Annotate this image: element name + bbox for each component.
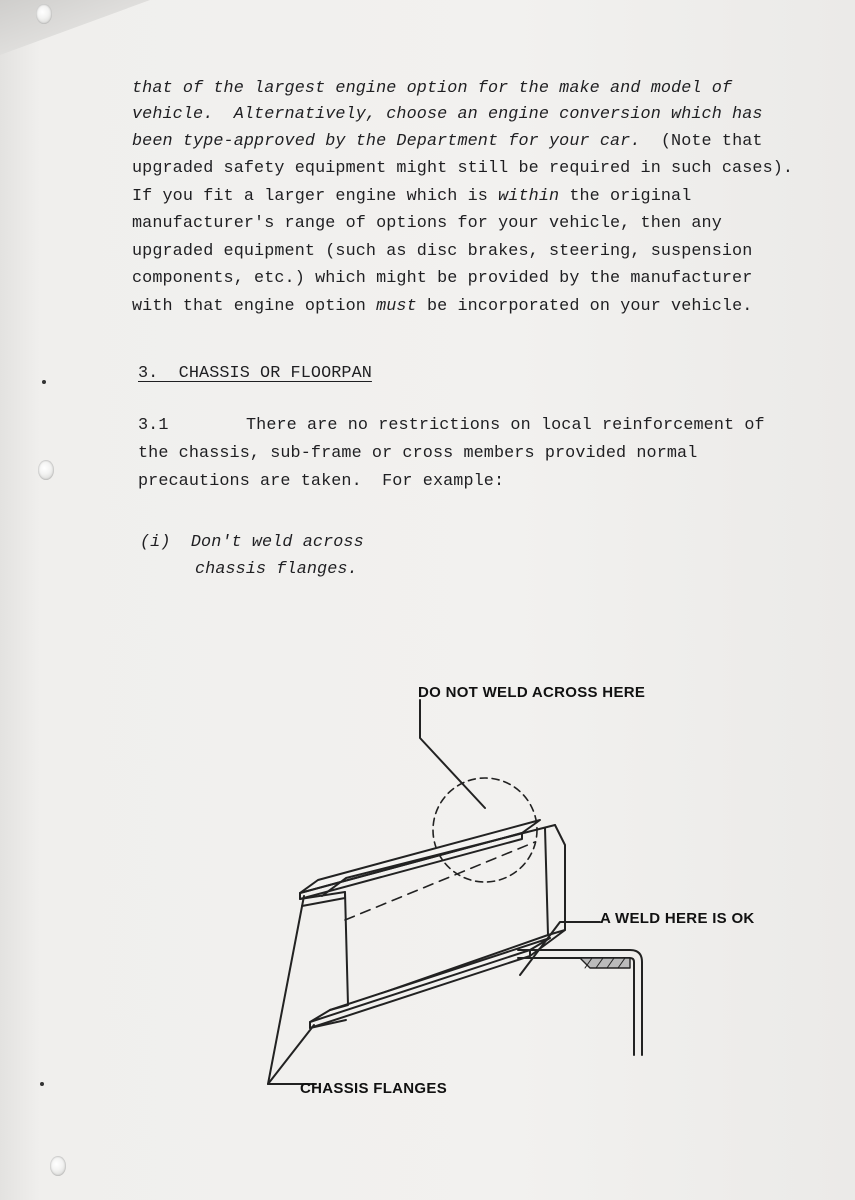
- text-line: There are no restrictions on local reinforcement of: [246, 416, 765, 435]
- label-chassis-flanges: CHASSIS FLANGES: [300, 1080, 448, 1097]
- text-line: If you fit a larger engine which is within the original: [132, 187, 692, 206]
- text-line: components, etc.) which might be provided by the manufacturer: [132, 269, 753, 288]
- example-item: (i) Don't weld across: [140, 533, 364, 552]
- label-do-not-weld: DO NOT WELD ACROSS HERE: [418, 684, 646, 701]
- section-heading: 3. CHASSIS OR FLOORPAN: [138, 364, 372, 383]
- text-line: that of the largest engine option for the make and model of: [132, 79, 733, 98]
- text-line: vehicle. Alternatively, choose an engine conversion which has: [132, 105, 763, 124]
- label-weld-ok: A WELD HERE IS OK: [600, 910, 755, 927]
- emphasis-within: within: [498, 187, 560, 206]
- text-line: been type-approved by the Department for your car. (Note that: [132, 132, 763, 151]
- example-item-continued: chassis flanges.: [195, 560, 358, 579]
- emphasis-must: must: [376, 297, 417, 316]
- text-line: with that engine option must be incorporated on your vehicle.: [132, 297, 753, 316]
- text-line: the chassis, sub-frame or cross members provided normal: [138, 444, 698, 463]
- text-line: upgraded safety equipment might still be required in such cases).: [132, 159, 794, 178]
- text-line: upgraded equipment (such as disc brakes, steering, suspension: [132, 242, 753, 261]
- paragraph-number: 3.1: [138, 416, 169, 435]
- text-line: precautions are taken. For example:: [138, 472, 505, 491]
- text-line: manufacturer's range of options for your vehicle, then any: [132, 214, 722, 233]
